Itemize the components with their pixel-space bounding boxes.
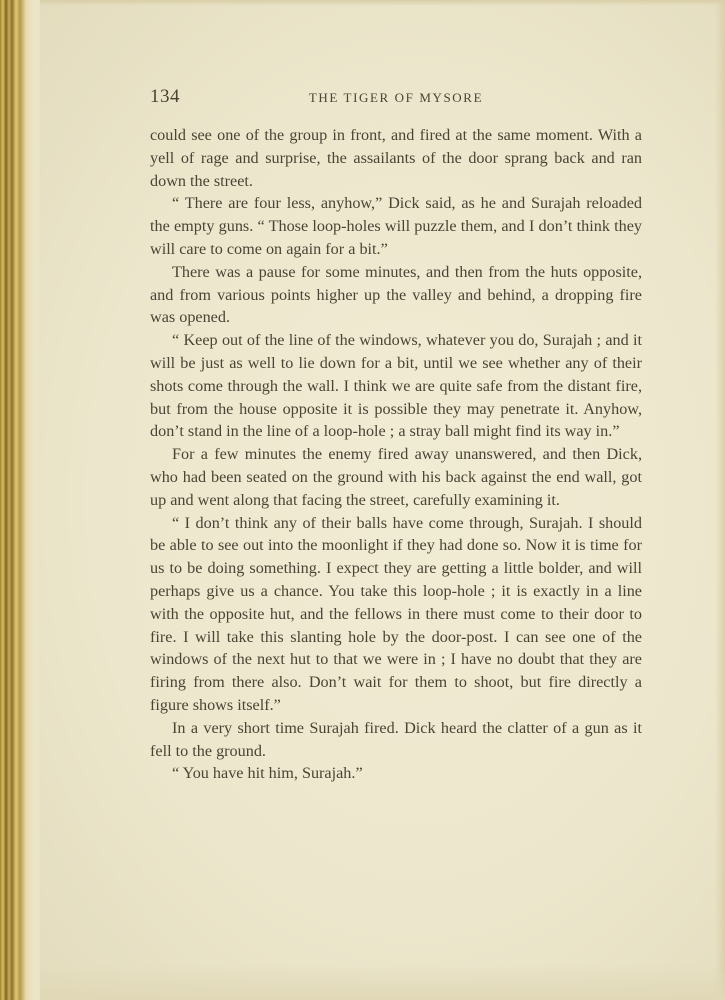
paragraph: For a few minutes the enemy fired away unanswered, and then Dick, who had been seated on the ground with his back against the end wall, got up and went along that facing the street, carefully examining it. (150, 445, 642, 509)
paragraph: “ I don’t think any of their balls have come through, Surajah. I should be able to see out into the moonlight if they had done so. Now it is time for us to be doing something. I expect they are getting a little bolder, and will perhaps give us a chance. You take this loop-hole ; it is exactly in a line with the opposite hut, and the fellows in there must come to their door to fire. I will take this slanting hole by the door-post. I can see one of the windows of the next hut to that we were in ; I have no doubt that they are firing from there also. Don’t wait for them to shoot, but fire directly a figure shows itself.” (150, 513, 642, 714)
paragraph: “ There are four less, anyhow,” Dick said, as he and Surajah reloaded the empty guns. “ Those loop-holes will puzzle them, and I don’t think they will care to come on again for a bit.” (150, 194, 642, 258)
page-bottom-edge (40, 964, 725, 1000)
paragraph: “ Keep out of the line of the windows, whatever you do, Surajah ; and it will be just as well to lie down for a bit, until we see whether any of their shots come through the wall. I think we are quite safe from the distant fire, but from the house opposite it is possible they may penetrate it. Anyhow, don’t stand in the line of a loop-hole ; a stray ball might find its way in.” (150, 331, 642, 441)
paragraph: In a very short time Surajah fired. Dick heard the clatter of a gun as it fell to the ground. (150, 718, 642, 760)
running-head: THE TIGER OF MYSORE (308, 90, 484, 105)
body-text (150, 124, 642, 785)
paragraph: There was a pause for some minutes, and then from the huts opposite, and from various points higher up the valley and behind, a dropping fire was opened. (150, 262, 642, 327)
book-binding-edge (0, 0, 40, 1000)
page-right-edge (715, 0, 725, 1000)
page-header (150, 86, 642, 112)
paragraph: could see one of the group in front, and fired at the same moment. With a yell of rage and surprise, the assailants of the door sprang back and ran down the street. (150, 126, 642, 190)
page-number: 134 (150, 86, 180, 107)
page-top-edge (40, 0, 725, 6)
paragraph: “ You have hit him, Surajah.” (172, 764, 363, 783)
